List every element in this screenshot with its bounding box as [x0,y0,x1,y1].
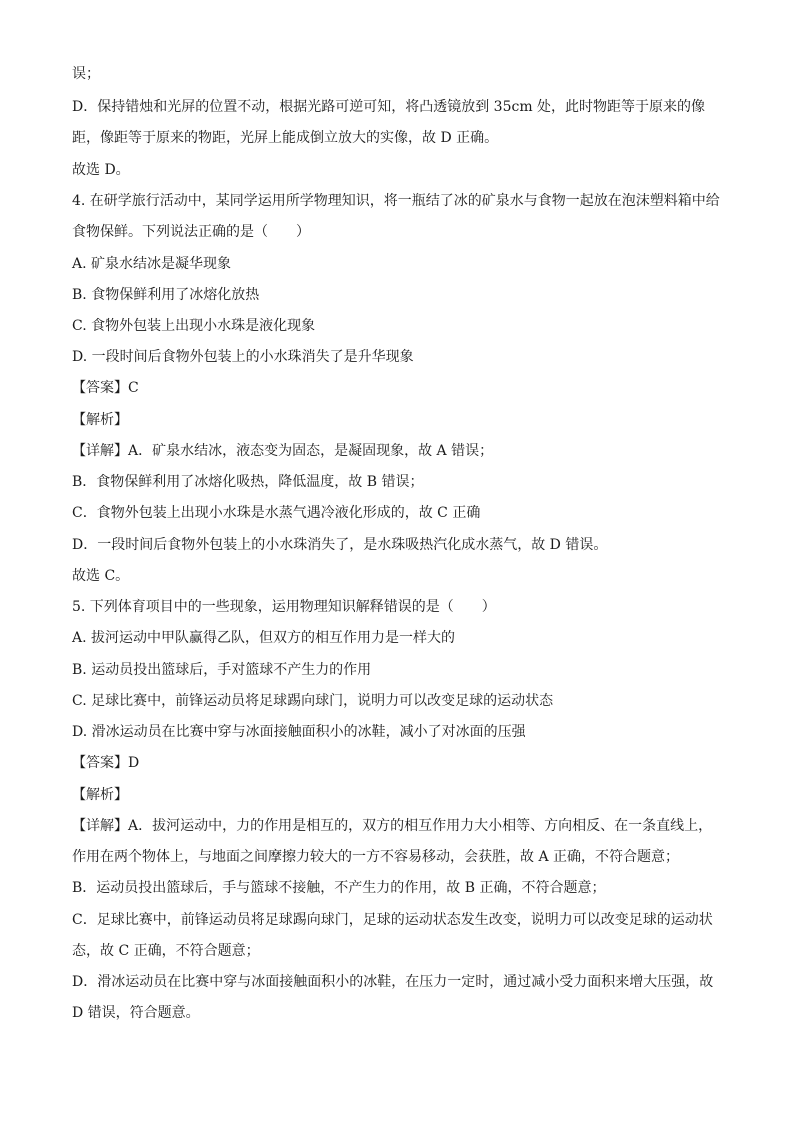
question-5-option-d: D. 滑冰运动员在比赛中穿与冰面接触面积小的冰鞋，减小了对冰面的压强 [72,724,526,740]
detail-line: D 错误，符合题意。 [72,1005,200,1021]
question-4-option-d: D. 一段时间后食物外包装上的小水珠消失了是升华现象 [72,349,414,365]
detail-line: D．滑冰运动员在比赛中穿与冰面接触面积小的冰鞋，在压力一定时，通过减小受力面积来增大压强，故 [72,974,714,990]
text-line: D．保持错烛和光屏的位置不动，根据光路可逆可知，将凸透镜放到 35cm 处，此时物距等于原来的像 [72,99,706,115]
text-line: 故选 D。 [72,162,130,178]
question-5-option-b: B. 运动员投出篮球后，手对篮球不产生力的作用 [72,662,372,678]
answer-label: 【答案】D [72,755,140,771]
detail-line: 态，故 C 正确，不符合题意； [72,943,260,959]
detail-line: C．足球比赛中，前锋运动员将足球踢向球门，足球的运动状态发生改变，说明力可以改变足球的运动状 [72,912,713,928]
text-line: 距，像距等于原来的物距，光屏上能成倒立放大的实像，故 D 正确。 [72,130,499,146]
text-line: 误； [72,66,100,82]
detail-line: 【详解】A．矿泉水结冰，液态变为固态，是凝固现象，故 A 错误； [72,443,494,459]
answer-label: 【答案】C [72,380,139,396]
analysis-label: 【解析】 [72,412,128,428]
question-4-option-c: C. 食物外包装上出现小水珠是液化现象 [72,318,316,334]
question-5-option-a: A. 拔河运动中甲队赢得乙队，但双方的相互作用力是一样大的 [72,630,456,646]
conclusion-line: 故选 C。 [72,568,130,584]
analysis-label: 【解析】 [72,787,128,803]
question-5-option-c: C. 足球比赛中，前锋运动员将足球踢向球门，说明力可以改变足球的运动状态 [72,693,554,709]
detail-line: 【详解】A．拔河运动中，力的作用是相互的，双方的相互作用力大小相等、方向相反、在一条直线上， [72,818,713,834]
question-5-stem: 5. 下列体育项目中的一些现象，运用物理知识解释错误的是（ ） [72,599,496,615]
detail-line: 作用在两个物体上，与地面之间摩擦力较大的一方不容易移动，会获胜，故 A 正确，不符合题意； [72,849,680,865]
question-4-stem-cont: 食物保鲜。下列说法正确的是（ ） [72,224,310,240]
detail-line: B．运动员投出篮球后，手与篮球不接触，不产生力的作用，故 B 正确，不符合题意； [72,880,606,896]
detail-line: D．一段时间后食物外包装上的小水珠消失了，是水珠吸热汽化成水蒸气，故 D 错误。 [72,537,608,553]
question-4-option-b: B. 食物保鲜利用了冰熔化放热 [72,287,260,303]
question-4-stem: 4. 在研学旅行活动中，某同学运用所学物理知识，将一瓶结了冰的矿泉水与食物一起放在泡沫塑料箱中给 [72,193,720,209]
detail-line: B．食物保鲜利用了冰熔化吸热，降低温度，故 B 错误； [72,474,424,490]
detail-line: C．食物外包装上出现小水珠是水蒸气遇冷液化形成的，故 C 正确 [72,505,481,521]
question-4-option-a: A. 矿泉水结冰是凝华现象 [72,256,232,272]
